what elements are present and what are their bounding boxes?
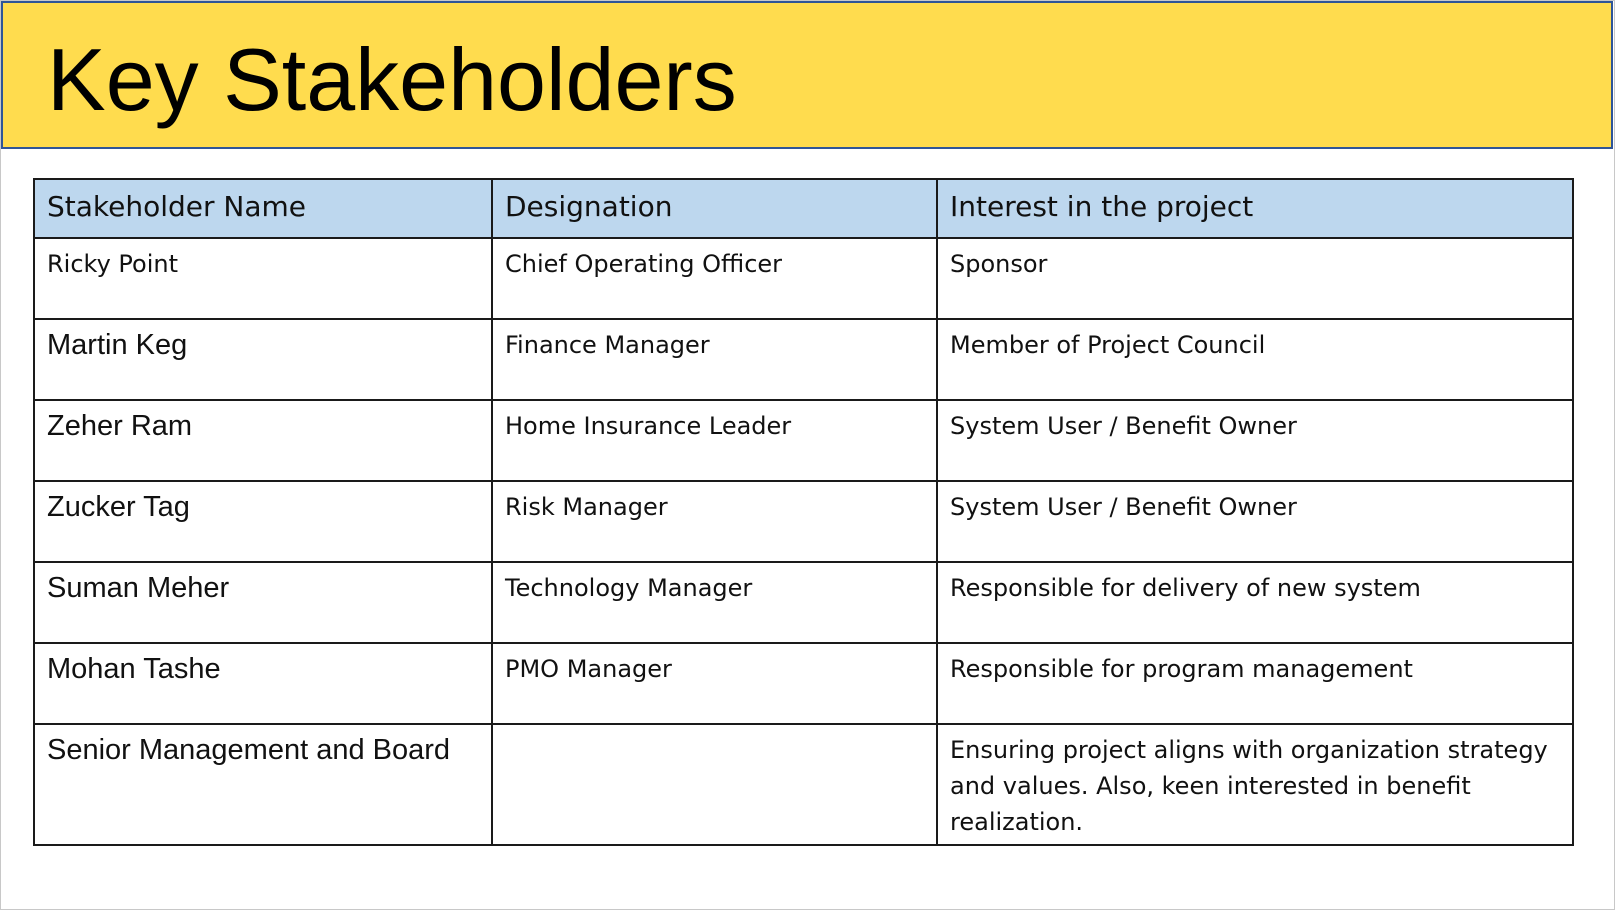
table-row [34, 481, 1573, 562]
designation-cell: Home Insurance Leader [492, 400, 937, 481]
stakeholder-name-cell: Zucker Tag [34, 481, 492, 562]
designation-cell: Finance Manager [492, 319, 937, 400]
header-stakeholder-name: Stakeholder Name [34, 179, 492, 238]
table-row [34, 643, 1573, 724]
stakeholder-table [33, 178, 1574, 846]
stakeholder-name-cell: Suman Meher [34, 562, 492, 643]
interest-cell: Ensuring project aligns with organization strategy and values. Also, keen interested in benefit realization. [937, 724, 1573, 845]
interest-cell: Responsible for program management [937, 643, 1573, 724]
designation-cell: PMO Manager [492, 643, 937, 724]
table-row [34, 724, 1573, 845]
designation-cell: Chief Operating Officer [492, 238, 937, 319]
table-row [34, 238, 1573, 319]
interest-cell: System User / Benefit Owner [937, 400, 1573, 481]
table-header-row [34, 179, 1573, 238]
table-row [34, 562, 1573, 643]
stakeholder-name-cell: Martin Keg [34, 319, 492, 400]
interest-cell: Sponsor [937, 238, 1573, 319]
title-banner [1, 1, 1613, 149]
stakeholder-name-cell: Ricky Point [34, 238, 492, 319]
header-interest: Interest in the project [937, 179, 1573, 238]
stakeholder-name-cell: Senior Management and Board [34, 724, 492, 845]
header-designation: Designation [492, 179, 937, 238]
designation-cell: Risk Manager [492, 481, 937, 562]
stakeholder-name-cell: Zeher Ram [34, 400, 492, 481]
designation-cell: Technology Manager [492, 562, 937, 643]
designation-cell [492, 724, 937, 845]
slide-title: Key Stakeholders [47, 30, 737, 129]
table-row [34, 400, 1573, 481]
table-row [34, 319, 1573, 400]
stakeholder-name-cell: Mohan Tashe [34, 643, 492, 724]
interest-cell: System User / Benefit Owner [937, 481, 1573, 562]
interest-cell: Member of Project Council [937, 319, 1573, 400]
interest-cell: Responsible for delivery of new system [937, 562, 1573, 643]
